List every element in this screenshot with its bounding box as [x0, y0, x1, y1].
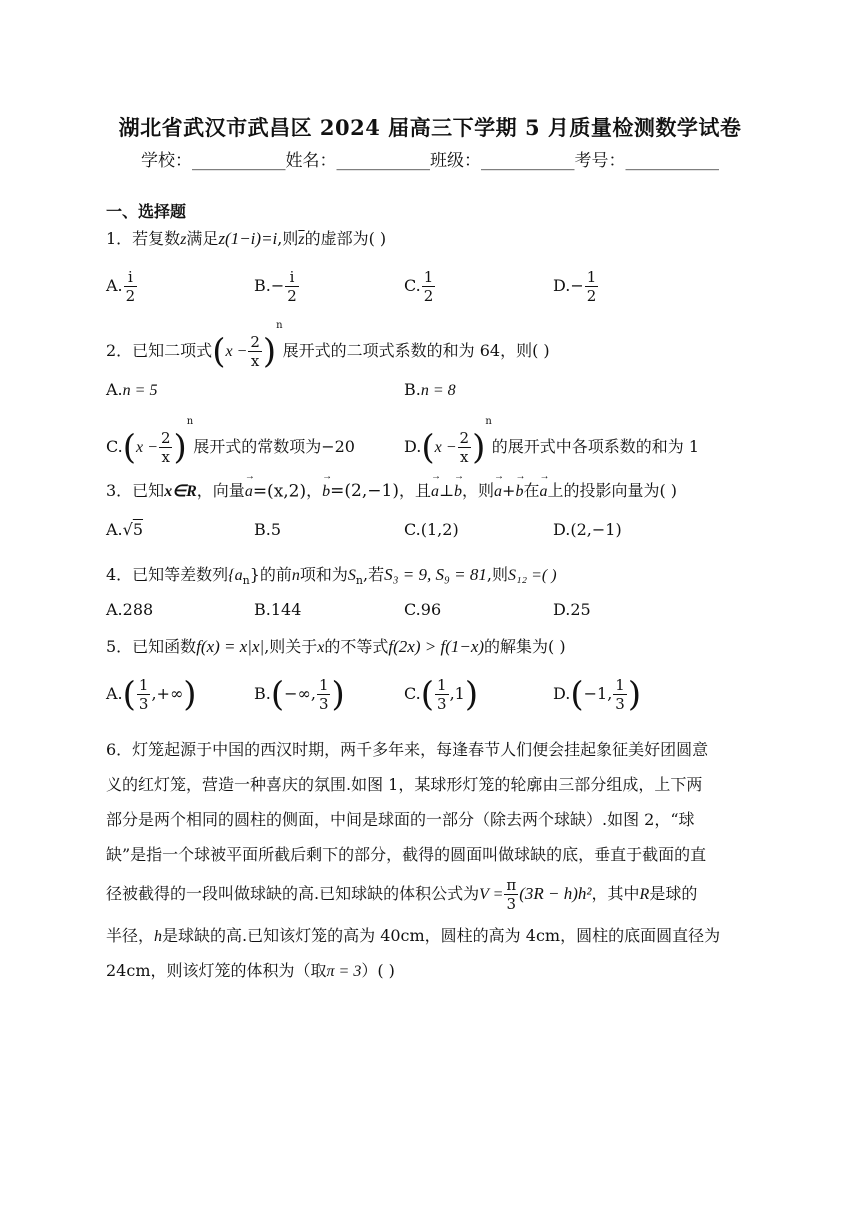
q4-option-d: D.25 [553, 600, 591, 619]
conjugate-z: $\overline{z}$ [298, 231, 305, 248]
q6-line-5: 径被截得的一段叫做球缺的高.已知球缺的体积公式为V = $\frac{\pi}{3}$ (3R − h)h²，其中R是球的 [106, 876, 698, 913]
q3-option-b: B.5 [254, 520, 282, 539]
question-5: 5．已知函数f(x) = x|x|,则关于x的不等式f(2x) > f(1−x)的解集为( ) [106, 637, 566, 656]
q4-option-c: C.96 [404, 600, 442, 619]
q1-option-c: C. $\frac{1}{2}$ [404, 268, 434, 305]
q4-option-b: B.144 [254, 600, 302, 619]
q3-option-d: D.(2,−1) [553, 520, 622, 539]
q6-line-3: 部分是两个相同的圆柱的侧面，中间是球面的一部分（除去两个球缺）.如图 2，“球 [106, 810, 695, 829]
q2-option-c: C.(x − $\frac{2}{x}$ )$^n$展开式的常数项为−20 [106, 416, 355, 468]
question-2: 2．已知二项式(x − $\frac{2}{x}$ )$^n$展开式的二项式系数的和为 64，则( ) [106, 320, 550, 372]
q6-line-6: 半径，h是球缺的高.已知该灯笼的高为 40cm，圆柱的高为 4cm，圆柱的底面圆直径为 [106, 926, 721, 945]
question-3: 3．已知x∈R，向量→ a=(x,2)，→ b=(2,−1)，且→ a⊥→ b，则→ a+→ b在→ a上的投影向量为( ) [106, 478, 677, 502]
q3-option-c: C.(1,2) [404, 520, 459, 539]
q4-option-a: A.288 [106, 600, 154, 619]
q2-option-b: B.n = 8 [404, 380, 456, 399]
sqrt-icon: √ [122, 520, 133, 539]
q2-option-a: A.n = 5 [106, 380, 158, 399]
q5-option-a: A.( $\frac{1}{3}$ ,+∞) [106, 674, 197, 715]
section-heading: 一、选择题 [106, 202, 187, 221]
q5-option-b: B.(−∞, $\frac{1}{3}$ ) [254, 674, 345, 715]
student-info-line: 学校：___________姓名：___________班级：___________考号：___________ [141, 151, 719, 171]
q3-option-a: A.√5 [106, 520, 144, 539]
q1-equation: z(1−i)=i [218, 229, 278, 248]
q6-line-4: 缺”是指一个球被平面所截后剩下的部分，截得的圆面叫做球缺的底，垂直于截面的直 [106, 845, 707, 864]
q6-line-2: 义的红灯笼，营造一种喜庆的氛围.如图 1，某球形灯笼的轮廓由三部分组成，上下两 [106, 775, 703, 794]
q1-option-a: A. $\frac{i}{2}$ [106, 268, 136, 305]
page-title: 湖北省武汉市武昌区 2024 届高三下学期 5 月质量检测数学试卷 [118, 115, 742, 140]
q1-option-d: D.− $\frac{1}{2}$ [553, 268, 597, 305]
q2-option-d: D.(x − $\frac{2}{x}$ )$^n$的展开式中各项系数的和为 1 [404, 416, 700, 468]
q1-option-b: B.− $\frac{i}{2}$ [254, 268, 297, 305]
question-1: 1．若复数z满足z(1−i)=i,则$\overline{z}$的虚部为( ) [106, 229, 387, 248]
question-4: 4．已知等差数列$\{a_n\}$的前n项和为$S_n$,若S₃ = 9, S₉ = 81,则S₁₂ =( ) [106, 565, 557, 588]
q6-line-1: 6．灯笼起源于中国的西汉时期，两千多年来，每逢春节人们便会挂起象征美好团圆意 [106, 740, 709, 759]
q5-option-d: D.(−1, $\frac{1}{3}$ ) [553, 674, 642, 715]
q6-line-7: 24cm，则该灯笼的体积为（取π = 3）( ) [106, 961, 395, 980]
q5-option-c: C.( $\frac{1}{3}$ ,1) [404, 674, 479, 715]
